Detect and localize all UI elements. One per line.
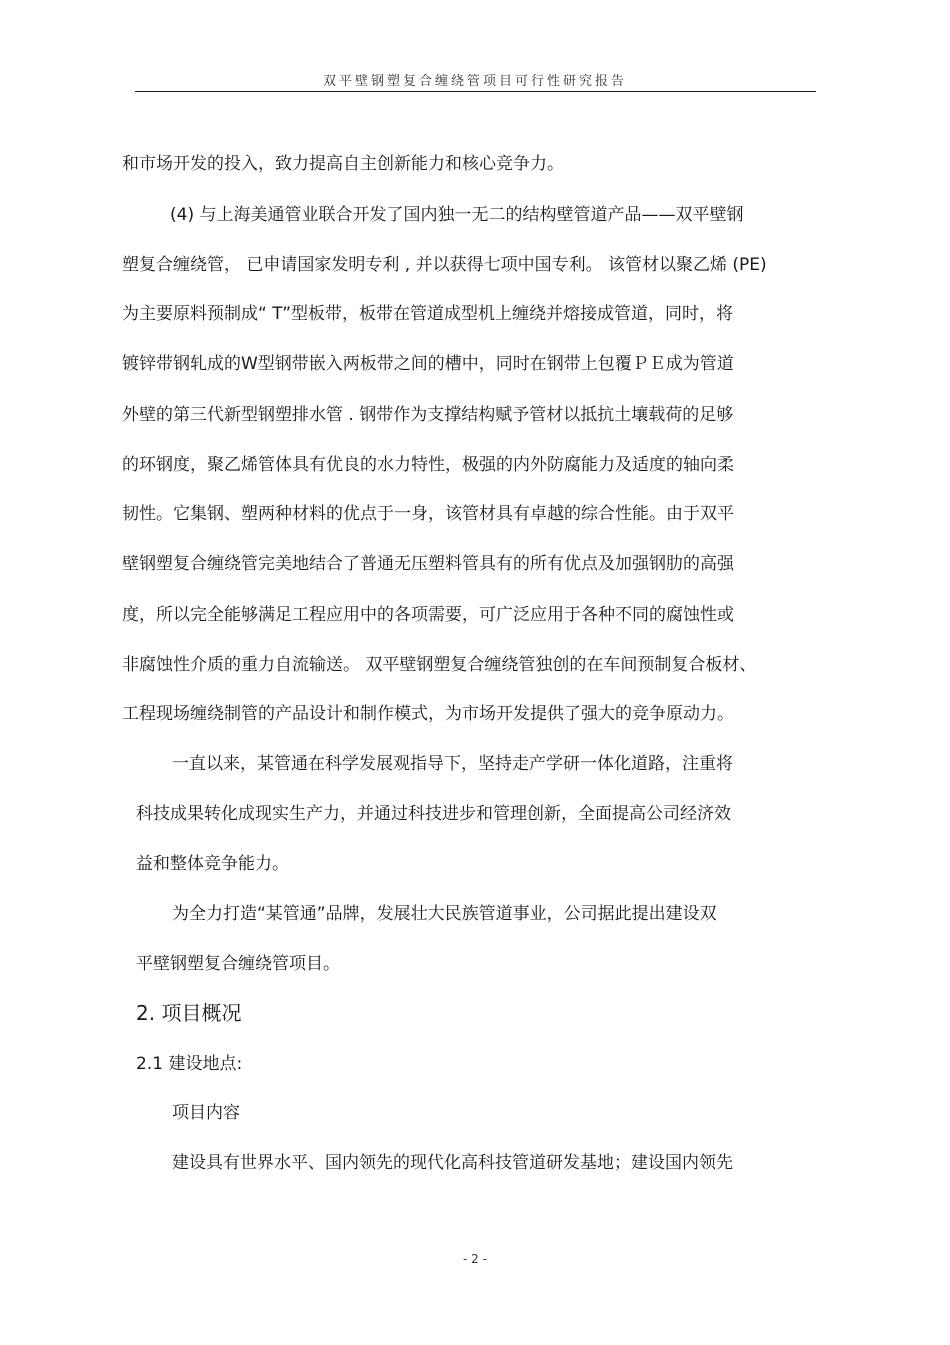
text-line: 韧性。它集钢、塑两种材料的优点于一身，该管材具有卓越的综合性能。由于双平 — [122, 504, 734, 524]
text-line: 益和整体竞争能力。 — [136, 854, 289, 874]
page-number: - 2 - — [463, 1252, 487, 1266]
text-line: 塑复合缠绕管， 已申请国家发明专利 , 并以获得七项中国专利。 该管材以聚乙烯 (PE) — [122, 255, 767, 275]
text-line: 为主要原料预制成“ T”型板带，板带在管道成型机上缠绕并熔接成管道，同时，将 — [122, 304, 734, 324]
text-line: 外壁的第三代新型钢塑排水管 . 钢带作为支撑结构赋予管材以抵抗土壤载荷的足够 — [122, 405, 734, 425]
header-rule — [135, 91, 816, 92]
text-line: 一直以来，某管通在科学发展观指导下，坚持走产学研一体化道路，注重将 — [172, 754, 733, 774]
text-line: (4) 与上海美通管业联合开发了国内独一无二的结构壁管道产品——双平壁钢 — [170, 205, 744, 225]
text-line: 建设具有世界水平、国内领先的现代化高科技管道研发基地；建设国内领先 — [172, 1153, 733, 1173]
text-line: 的环钢度，聚乙烯管体具有优良的水力特性，极强的内外防腐能力及适度的轴向柔 — [122, 455, 734, 475]
text-line: 工程现场缠绕制管的产品设计和制作模式，为市场开发提供了强大的竞争原动力。 — [122, 704, 734, 724]
text-line: 壁钢塑复合缠绕管完美地结合了普通无压塑料管具有的所有优点及加强钢肋的高强 — [122, 554, 734, 574]
text-line: 镀锌带钢轧成的W型钢带嵌入两板带之间的槽中，同时在钢带上包覆ＰＥ成为管道 — [122, 354, 734, 374]
text-line: 非腐蚀性介质的重力自流输送。 双平壁钢塑复合缠绕管独创的在车间预制复合板材、 — [122, 655, 757, 675]
running-header: 双平壁钢塑复合缠绕管项目可行性研究报告 — [322, 74, 627, 89]
subsection-heading: 2.1 建设地点: — [136, 1054, 243, 1074]
text-line: 和市场开发的投入，致力提高自主创新能力和核心竞争力。 — [122, 154, 564, 174]
text-line: 度，所以完全能够满足工程应用中的各项需要，可广泛应用于各种不同的腐蚀性或 — [122, 605, 734, 625]
text-line: 平壁钢塑复合缠绕管项目。 — [136, 954, 340, 974]
text-line: 科技成果转化成现实生产力，并通过科技进步和管理创新，全面提高公司经济效 — [136, 804, 731, 824]
text-line: 为全力打造“某管通”品牌，发展壮大民族管道事业，公司据此提出建设双 — [172, 904, 717, 924]
item-title: 项目内容 — [172, 1103, 240, 1123]
section-heading: 2. 项目概况 — [136, 1001, 242, 1025]
